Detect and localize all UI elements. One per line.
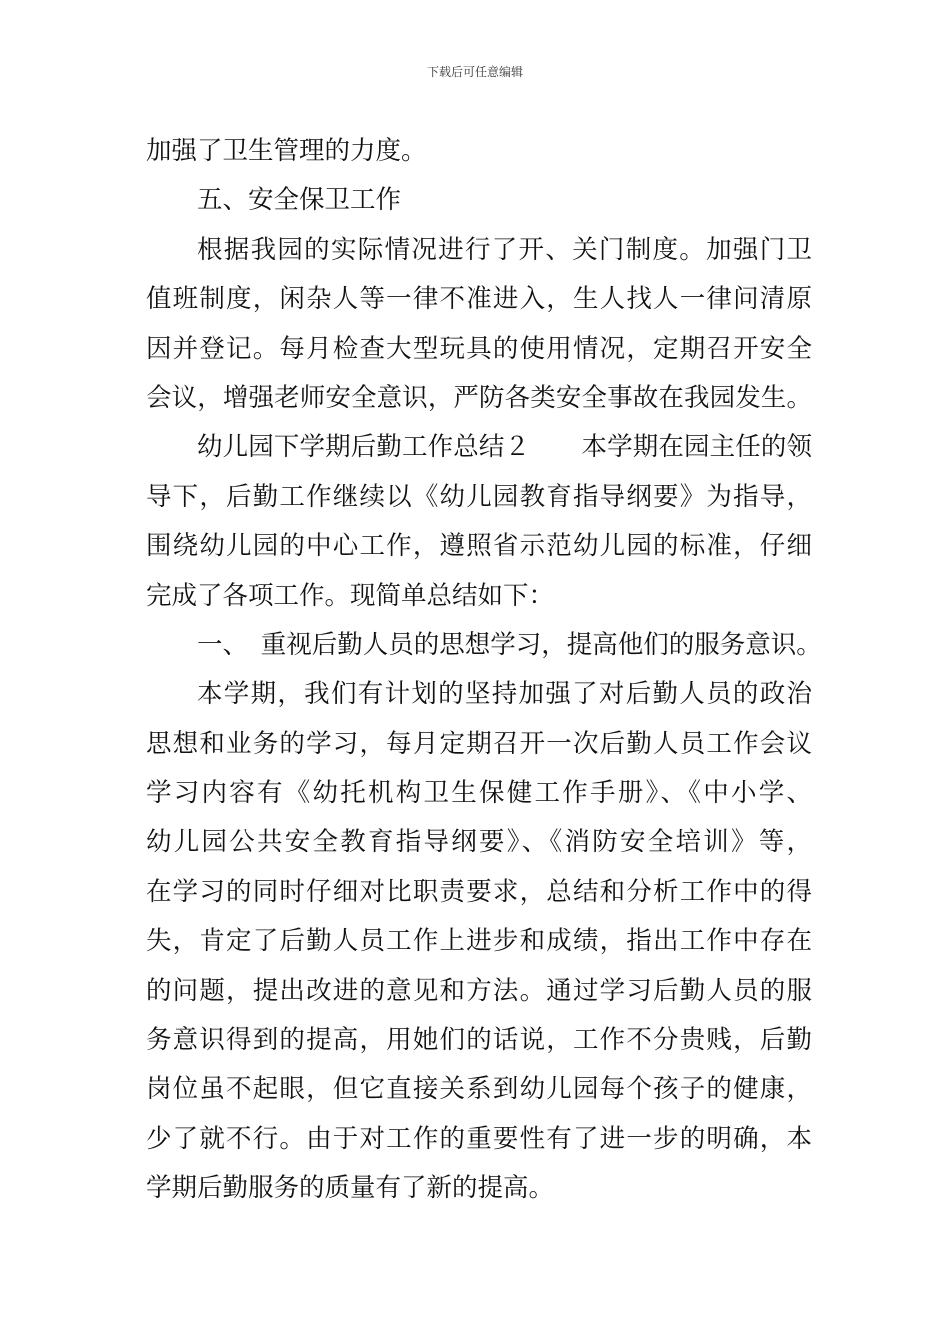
text-line: 加强了卫生管理的力度。 — [146, 136, 427, 166]
text-line: 少了就不行。由于对工作的重要性有了进一步的明确，本 — [146, 1123, 812, 1154]
section-heading: 五、安全保卫工作 — [197, 185, 402, 216]
page-header-note: 下载后可任意编辑 — [426, 65, 523, 79]
text-line: 本学期，我们有计划的坚持加强了对后勤人员的政治 — [197, 679, 812, 710]
text-line: 学期后勤服务的质量有了新的提高。 — [146, 1173, 555, 1204]
text-line: 思想和业务的学习，每月定期召开一次后勤人员工作会议 — [146, 728, 812, 759]
text-line: 值班制度，闲杂人等一律不准进入，生人找人一律问清原 — [146, 284, 812, 315]
text-line: 完成了各项工作。现简单总结如下： — [146, 580, 555, 611]
text-line: 失，肯定了后勤人员工作上进步和成绩，指出工作中存在 — [146, 926, 812, 957]
text-line: 学习内容有《幼托机构卫生保健工作手册》、《中小学、 — [146, 778, 812, 809]
section-heading: 一、 重视后勤人员的思想学习，提高他们的服务意识。 — [197, 629, 822, 660]
text-line: 围绕幼儿园的中心工作，遵照省示范幼儿园的标准，仔细 — [146, 531, 812, 562]
text-line: 导下，后勤工作继续以《幼儿园教育指导纲要》为指导， — [146, 481, 812, 512]
text-line: 岗位虽不起眼，但它直接关系到幼儿园每个孩子的健康， — [146, 1074, 812, 1105]
document-body — [146, 127, 822, 1214]
text-line: 会议，增强老师安全意识，严防各类安全事故在我园发生。 — [146, 382, 812, 413]
text-line: 因并登记。每月检查大型玩具的使用情况，定期召开安全 — [146, 333, 812, 364]
text-line: 的问题，提出改进的意见和方法。通过学习后勤人员的服 — [146, 975, 812, 1006]
text-line: 务意识得到的提高，用她们的话说，工作不分贵贱，后勤 — [146, 1025, 812, 1056]
text-line: 幼儿园公共安全教育指导纲要》、《消防安全培训》等， — [146, 827, 812, 858]
text-line: 幼儿园下学期后勤工作总结２ 本学期在园主任的领 — [197, 432, 812, 463]
text-line: 根据我园的实际情况进行了开、关门制度。加强门卫 — [197, 234, 812, 265]
text-line: 在学习的同时仔细对比职责要求，总结和分析工作中的得 — [146, 876, 812, 907]
